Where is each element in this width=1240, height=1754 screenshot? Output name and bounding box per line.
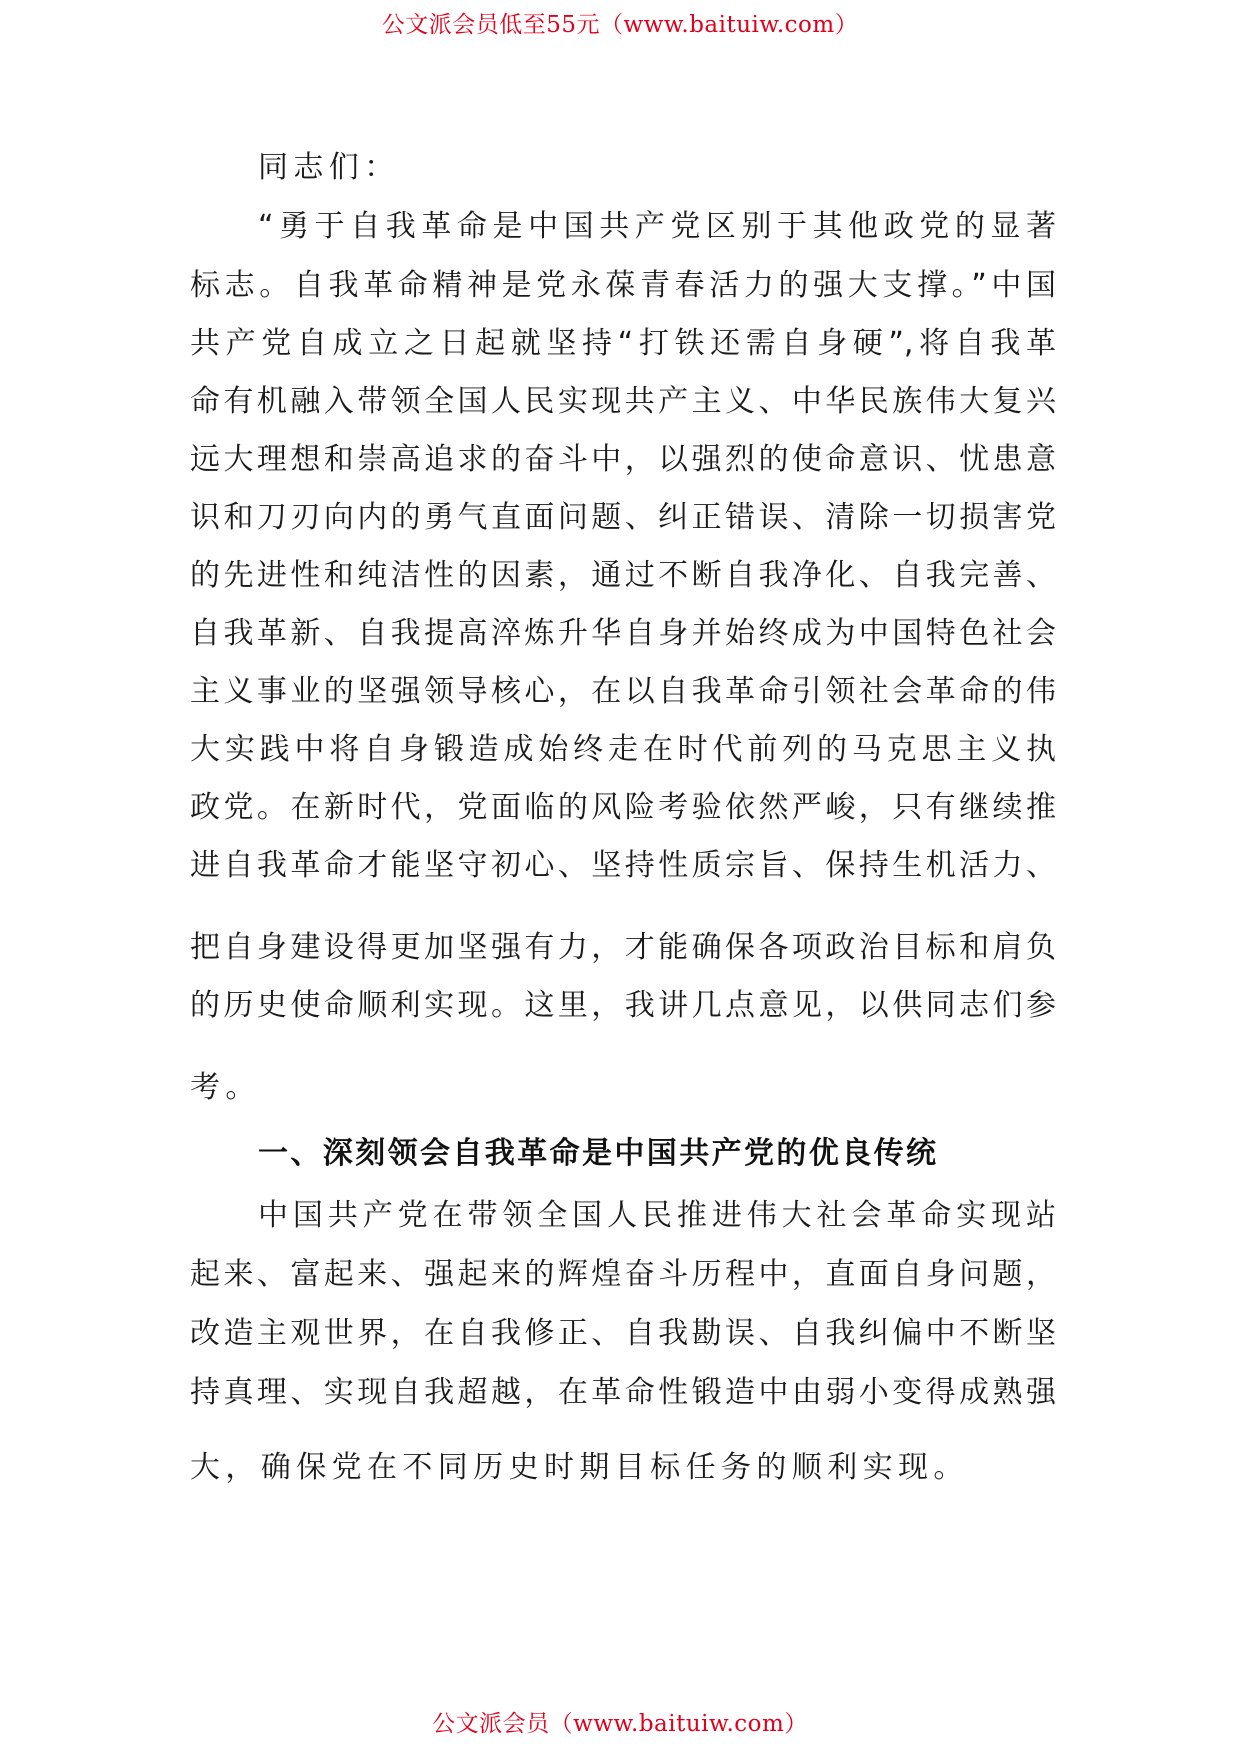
paragraph-line: 中国共产党在带领全国人民推进伟大社会革命实现站	[258, 1198, 1056, 1233]
paragraph-line: “勇于自我革命是中国共产党区别于其他政党的显著	[258, 209, 1056, 244]
paragraph-line: 政党。在新时代，党面临的风险考验依然严峻，只有继续推	[190, 790, 1056, 825]
paragraph-line: 的先进性和纯洁性的因素，通过不断自我净化、自我完善、	[190, 558, 1056, 593]
paragraph-line: 的历史使命顺利实现。这里，我讲几点意见，以供同志们参	[190, 988, 1056, 1023]
paragraph-line: 远大理想和崇高追求的奋斗中，以强烈的使命意识、忧患意	[190, 442, 1056, 477]
section-heading: 一、深刻领会自我革命是中国共产党的优良传统	[258, 1136, 939, 1171]
paragraph-line: 进自我革命才能坚守初心、坚持性质宗旨、保持生机活力、	[190, 848, 1056, 883]
paragraph-line: 考。	[190, 1070, 261, 1105]
paragraph-line: 持真理、实现自我超越，在革命性锻造中由弱小变得成熟强	[190, 1375, 1056, 1410]
paragraph-line: 自我革新、自我提高淬炼升华自身并始终成为中国特色社会	[190, 616, 1056, 651]
paragraph-line: 命有机融入带领全国人民实现共产主义、中华民族伟大复兴	[190, 384, 1056, 419]
header-watermark: 公文派会员低至55元（www.baituiw.com）	[381, 12, 859, 38]
paragraph-line: 大实践中将自身锻造成始终走在时代前列的马克思主义执	[190, 732, 1056, 767]
greeting: 同志们：	[258, 150, 400, 185]
paragraph-line: 起来、富起来、强起来的辉煌奋斗历程中，直面自身问题，	[190, 1257, 1056, 1292]
paragraph-line: 识和刀刃向内的勇气直面问题、纠正错误、清除一切损害党	[190, 500, 1056, 535]
paragraph-line: 标志。自我革命精神是党永葆青春活力的强大支撑。”中国	[190, 268, 1056, 303]
paragraph-line: 共产党自成立之日起就坚持“打铁还需自身硬”,将自我革	[190, 326, 1056, 361]
paragraph-line: 把自身建设得更加坚强有力，才能确保各项政治目标和肩负	[190, 930, 1056, 965]
paragraph-line: 改造主观世界，在自我修正、自我勘误、自我纠偏中不断坚	[190, 1316, 1056, 1351]
paragraph-line: 大，确保党在不同历史时期目标任务的顺利实现。	[190, 1450, 969, 1485]
footer-watermark: 公文派会员（www.baituiw.com）	[432, 1711, 808, 1737]
paragraph-line: 主义事业的坚强领导核心，在以自我革命引领社会革命的伟	[190, 674, 1056, 709]
